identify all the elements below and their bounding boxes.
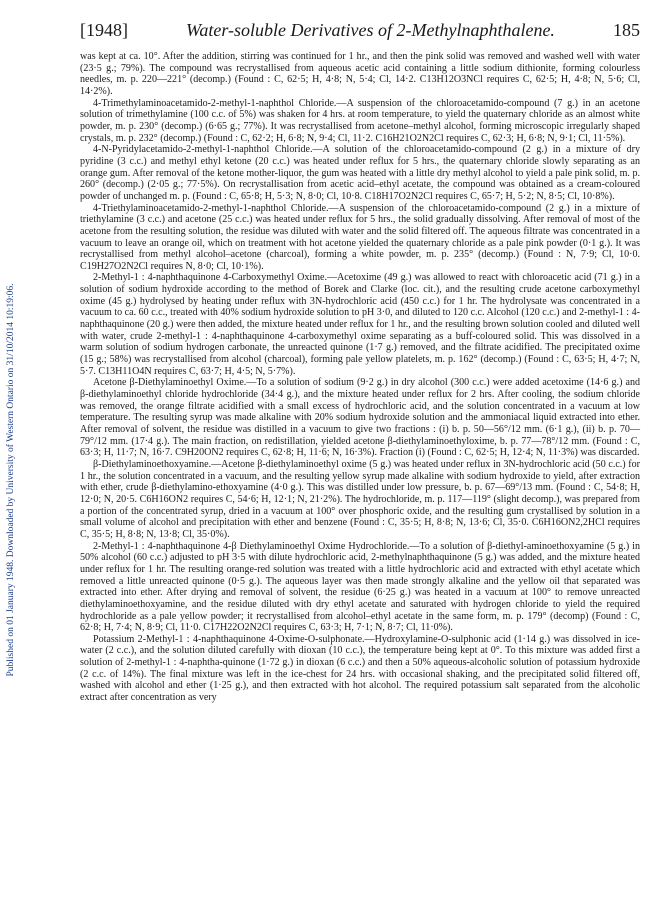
download-notice	[0, 60, 22, 900]
paragraph: 4-Trimethylaminoacetamido-2-methyl-1-naphthol Chloride.—A suspension of the chloroacetamido-compound (7 g.) in an acetone solution of trimethylamine (100 c.c. of 5%) was shaken for 4 hrs. at room temperature, to yield the quaternary chloride as an almost white powder, m. p. 230° (decomp.) (6·65 g.; 77%). It was recrystallised from acetone–methyl alcohol, forming microscopic irregularly shaped crystals, m. p. 232° (decomp.) (Found : C, 62·2; H, 6·8; N, 9·4; Cl, 11·2. C16H21O2N2Cl requires C, 62·3; H, 6·8; N, 9·1; Cl, 11·5%).	[80, 97, 640, 144]
header-title: Water-soluble Derivatives of 2-Methylnaphthalene.	[186, 20, 555, 40]
paragraph: Potassium 2-Methyl-1 : 4-naphthaquinone 4-Oxime-O-sulphonate.—Hydroxylamine-O-sulphonic acid (1·14 g.) was dissolved in ice-water (2 c.c.), and the solution diluted carefully with dioxan (10 c.c.), the temperature being kept at 0°. To this mixture was added first a solution of 2-methyl-1 : 4-naphtha-quinone (1·72 g.) in dioxan (6 c.c.) and then a 50% aqueous-alcoholic solution of potassium hydroxide (2 c.c. of 14%). The final mixture was left in the ice-chest for 24 hrs. with occasional shaking, and the precipitated solid filtered off, washed with alcohol and ether (1·25 g.), and then extracted with hot alcohol. The required potassium salt separated from the alcoholic extract after concentration as very	[80, 633, 640, 704]
paragraph: 2-Methyl-1 : 4-naphthaquinone 4-β Diethylaminoethyl Oxime Hydrochloride.—To a solution of β-diethyl-aminoethoxyamine (5 g.) in 50% alcohol (60 c.c.) adjusted to pH 3·5 with dilute hydrochloric acid, 2-methylnaphthaquinone (5 g.) was added, and the mixture heated under reflux for 1 hr. The resulting orange-red solution was treated with a little hydrochloric acid and extracted with ethyl acetate which removed a little unreacted quinone (0·5 g.). The aqueous layer was then made strongly alkaline and the yellow oil that separated was extracted into ether. After drying and removal of solvent, the residue (6·25 g.) was heated in a vacuum at 100° to remove unreacted diethylaminoethoxyamine, and the residue diluted with dry ethyl acetate and saturated with hydrogen chloride to yield the required hydrochloride as a pale yellow powder; it recrystallised from alcohol–ethyl acetate in the same form, m. p. 179° (decomp) (Found : C, 62·8; H, 7·4; N, 8·9; Cl, 11·0. C17H22O2N2Cl requires C, 63·3; H, 7·1; N, 8·7; Cl, 11·0%).	[80, 540, 640, 634]
article-body	[80, 51, 640, 704]
running-header	[80, 20, 640, 41]
paragraph: 2-Methyl-1 : 4-naphthaquinone 4-Carboxymethyl Oxime.—Acetoxime (49 g.) was allowed to react with chloroacetic acid (71 g.) in a solution of sodium hydroxide according to the method of Borek and Clarke (loc. cit.), and the resulting crude acetone carboxymethyl oxime (45 g.) hydrolysed by heating under reflux with 3N-hydrochloric acid (450 c.c.) for 1 hr. The hydrolysate was concentrated in a vacuum to ca. 60 c.c., treated with 40% sodium hydroxide solution to pH 3·0, and diluted to 120 c.c. Alcohol (120 c.c.) and 2-methyl-1 : 4-naphthaquinone (20 g.) were then added, the mixture heated under reflux for 1 hr., and the resulting brown solution cooled and diluted well with water, crude 2-methyl-1 : 4-naphthaquinone 4-carboxymethyl oxime separating as a buff-coloured solid. This was dissolved in a warm solution of sodium hydrogen carbonate, the unreacted quinone (1·7 g.) removed, and the filtrate acidified. The precipitated oxime (15 g.; 58%) was recrystallised from alcohol (charcoal), forming pale yellow platelets, m. p. 162° (decomp.) (Found : C, 63·5; H, 4·7; N, 5·7. C13H11O4N requires C, 63·7; H, 4·5; N, 5·7%).	[80, 272, 640, 377]
paragraph: β-Diethylaminoethoxyamine.—Acetone β-diethylaminoethyl oxime (5 g.) was heated under reflux in 3N-hydrochloric acid (50 c.c.) for 1 hr., the solution concentrated in a vacuum, and the resulting yellow syrup made alkaline with sodium hydroxide to yield, after extraction with ether, crude β-diethylamino-ethoxyamine (4·0 g.). This was distilled under low pressure, b. p. 67—69°/13 mm. (Found : C, 54·8; H, 12·0; N, 20·5. C6H16ON2 requires C, 54·6; H, 12·1; N, 21·2%). The hydrochloride, m. p. 117—119° (slight decomp.), was prepared from a portion of the concentrated syrup, dried in a vacuum at 100° over phosphoric oxide, and the resulting gum crystallised by solution in a small volume of alcohol and precipitation with ether and benzene (Found : C, 35·5; H, 8·8; N, 13·6; Cl, 35·0. C6H16ON2,2HCl requires C, 35·5; H, 8·8; N, 13·8; Cl, 35·0%).	[80, 458, 640, 540]
paragraph: was kept at ca. 10°. After the addition, stirring was continued for 1 hr., and then the pink solid was removed and washed well with water (23·5 g.; 79%). The compound was recrystallised from aqueous acetic acid containing a little sodium dithionite, forming colourless needles, m. p. 220—221° (decomp.) (Found : C, 62·5; H, 4·8; N, 5·4; Cl, 14·2. C13H12O3NCl requires C, 62·5; H, 4·8; N, 5·6; Cl, 14·2%).	[80, 51, 640, 97]
header-year: [1948]	[80, 20, 128, 40]
paragraph: Acetone β-Diethylaminoethyl Oxime.—To a solution of sodium (9·2 g.) in dry alcohol (300 c.c.) were added acetoxime (14·6 g.) and β-diethylaminoethyl chloride hydrochloride (34·4 g.), and the mixture heated under reflux for 2 hrs. After cooling, the sodium chloride was removed, the orange filtrate acidified with a small excess of hydrochloric acid, and the solution concentrated in a vacuum at low temperature. The resulting syrup was made alkaline with 20% sodium hydroxide solution and the ammoniacal liquid extracted into ether. After removal of solvent, the residue was distilled in a vacuum to give two fractions : (i) b. p. 50—56°/12 mm. (6·1 g.), (ii) b. p. 70—79°/12 mm. (17·4 g.). The main fraction, on redistillation, yielded acetone β-diethylaminoethyloxime, b. p. 77—78°/12 mm. (Found : C, 63·3; H, 11·7; N, 16·7. C9H20ON2 requires C, 62·8; H, 11·6; N, 16·3%). Fraction (i) (Found : C, 62·5; H, 12·4; N, 11·3%) was discarded.	[80, 377, 640, 459]
paragraph: 4-Triethylaminoacetamido-2-methyl-1-naphthol Chloride.—A suspension of the chloroacetamido-compound (2 g.) in a mixture of triethylamine (3 c.c.) and acetone (25 c.c.) was heated under reflux for 5 hrs., the solid gradually dissolving. After removal of most of the acetone from the resulting solution, the residue was diluted with water and the solid filtered off. The aqueous filtrate was concentrated in a vacuum to leave an orange oil, which on treatment with hot acetone yielded the quaternary chloride as a pale pink powder (0·1 g.). It was recrystallised from methyl alcohol–acetone (charcoal), forming a white powder, m. p. 235° (decomp.) (Found : N, 7·9; Cl, 10·0. C19H27O2N2Cl requires N, 8·0; Cl, 10·1%).	[80, 202, 640, 272]
header-page-number: 185	[612, 20, 640, 40]
download-notice-text: Published on 01 January 1948. Downloaded by University of Western Ontario on 31/10/2014 10:19:06.	[6, 283, 16, 677]
paragraph: 4-N-Pyridylacetamido-2-methyl-1-naphthol Chloride.—A solution of the chloroacetamido-compound (2 g.) in a mixture of dry pyridine (3 c.c.) and methyl ethyl ketone (20 c.c.) was heated under reflux for 5 hrs., the quaternary chloride slowly separating as an orange gum. After removal of the ketone mother-liquor, the gum was heated with a little dry methyl alcohol to yield a pale pink solid, m. p. 260° (decomp.) (2·05 g.; 77·5%). On recrystallisation from acetic acid–ethyl acetate, the compound was obtained as a cream-coloured powder of unchanged m. p. (Found : C, 65·8; H, 5·3; N, 8·0; Cl, 10·8. C18H17O2N2Cl requires C, 65·7; H, 5·2; N, 8·5; Cl, 10·8%).	[80, 144, 640, 202]
journal-page	[80, 20, 640, 704]
